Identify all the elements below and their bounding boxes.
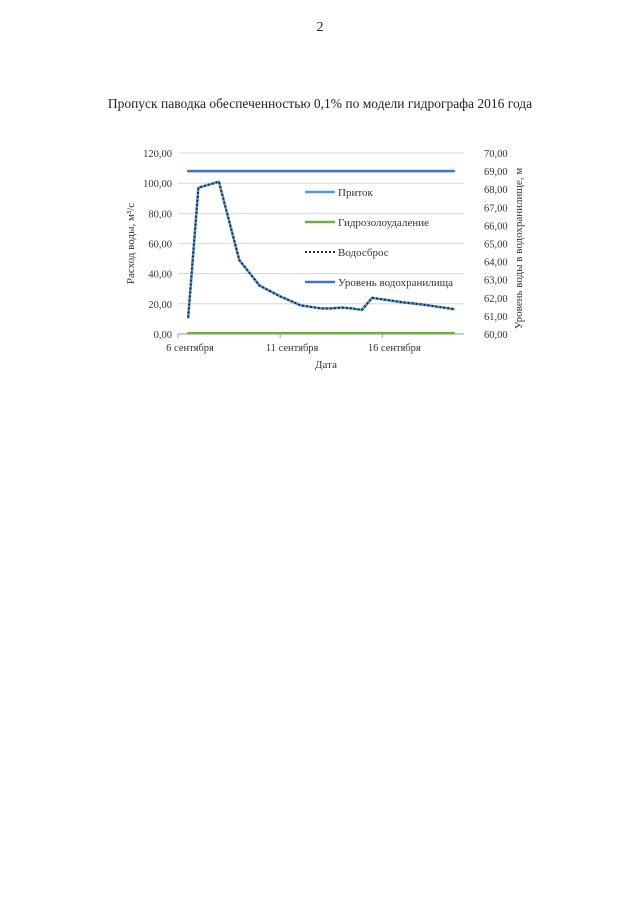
y-axis-title: Расход воды, м³/с <box>125 202 137 285</box>
legend-label: Приток <box>338 187 373 199</box>
y-tick-label: 80,00 <box>148 209 172 221</box>
chart-title: Пропуск паводка обеспеченностью 0,1% по модели гидрографа 2016 года <box>107 96 533 111</box>
y2-tick-label: 69,00 <box>484 167 508 179</box>
y2-tick-label: 66,00 <box>484 221 508 233</box>
series-line-Приток <box>188 182 454 318</box>
x-tick-label: 6 сентября <box>166 343 214 354</box>
y2-tick-label: 68,00 <box>484 185 508 197</box>
y-tick-label: 120,00 <box>143 149 172 160</box>
page-number: 2 <box>316 20 324 35</box>
y2-tick-label: 65,00 <box>484 239 508 251</box>
y2-tick-label: 60,00 <box>484 330 508 341</box>
y2-tick-label: 70,00 <box>484 149 508 160</box>
series-line-Водосброс <box>188 182 454 318</box>
axis-labels <box>125 168 525 371</box>
y-tick-label: 60,00 <box>148 239 172 251</box>
y-tick-label: 100,00 <box>143 179 172 191</box>
y2-tick-label: 63,00 <box>484 275 508 287</box>
legend-label: Гидрозолоудаление <box>338 217 430 229</box>
x-tick-label: 11 сентября <box>265 343 319 354</box>
y2-tick-label: 67,00 <box>484 203 508 215</box>
x-axis-title: Дата <box>315 359 337 371</box>
y-tick-label: 20,00 <box>148 299 172 311</box>
legend-label: Водосброс <box>338 247 389 259</box>
grid-lines <box>178 153 464 334</box>
y2-tick-label: 64,00 <box>484 257 508 269</box>
y-tick-label: 0,00 <box>153 330 172 341</box>
x-tick-label: 16 сентября <box>367 343 421 354</box>
y2-tick-label: 62,00 <box>484 293 508 305</box>
legend-label: Уровень водохранилища <box>338 277 453 289</box>
y-tick-label: 40,00 <box>148 269 172 281</box>
y2-axis-title: Уровень воды в водохранилище, м <box>513 167 525 330</box>
y2-tick-label: 61,00 <box>484 311 508 323</box>
